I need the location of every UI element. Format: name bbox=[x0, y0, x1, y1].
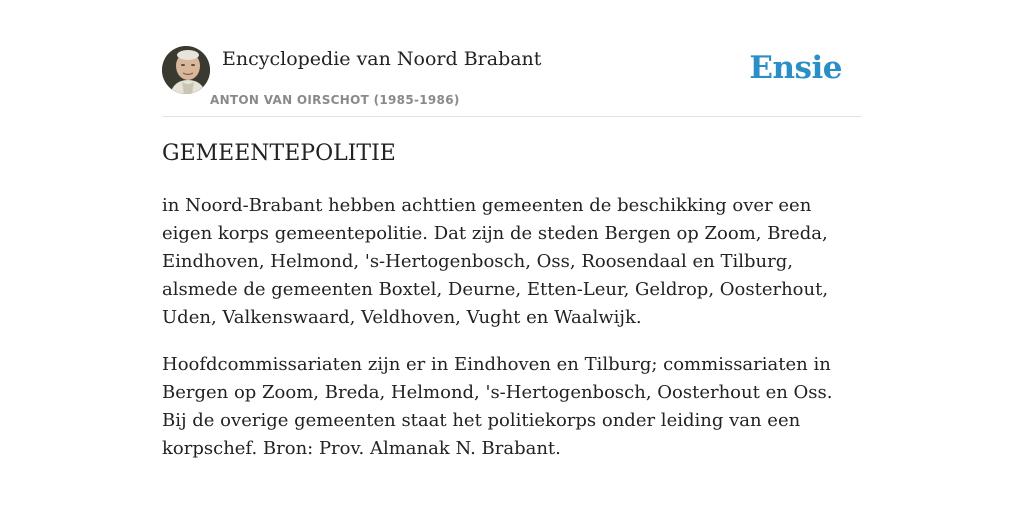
author-avatar[interactable] bbox=[162, 46, 210, 94]
article-body bbox=[162, 192, 862, 482]
article-paragraph: Hoofdcommissariaten zijn er in Eindhoven en Tilburg; commissariaten in Bergen op Zoom, Breda, Helmond, 's-Hertogenbosch, Oosterhout en Oss. Bij de overige gemeenten staat het politiekorps onder leiding van een korpschef. Bron: Prov. Almanak N. Brabant. bbox=[162, 354, 833, 459]
ensie-logo[interactable]: Ensie bbox=[749, 50, 842, 86]
article-header bbox=[162, 46, 862, 117]
article-paragraph: in Noord-Brabant hebben achttien gemeenten de beschikking over een eigen korps gemeentepolitie. Dat zijn de steden Bergen op Zoom, Breda, Eindhoven, Helmond, 's-Hertogenbosch, Oss, Roosendaal en Tilburg, alsmede de gemeenten Boxtel, Deurne, Etten-Leur, Geldrop, Oosterhout, Uden, Valkenswaard, Veldhoven, Vught en Waalwijk. bbox=[162, 195, 829, 328]
book-title-link[interactable]: Encyclopedie van Noord Brabant bbox=[222, 48, 542, 70]
author-name[interactable]: ANTON VAN OIRSCHOT (1985-1986) bbox=[210, 93, 460, 107]
lemma-title: GEMEENTEPOLITIE bbox=[162, 141, 396, 166]
author-portrait-icon bbox=[162, 46, 210, 94]
